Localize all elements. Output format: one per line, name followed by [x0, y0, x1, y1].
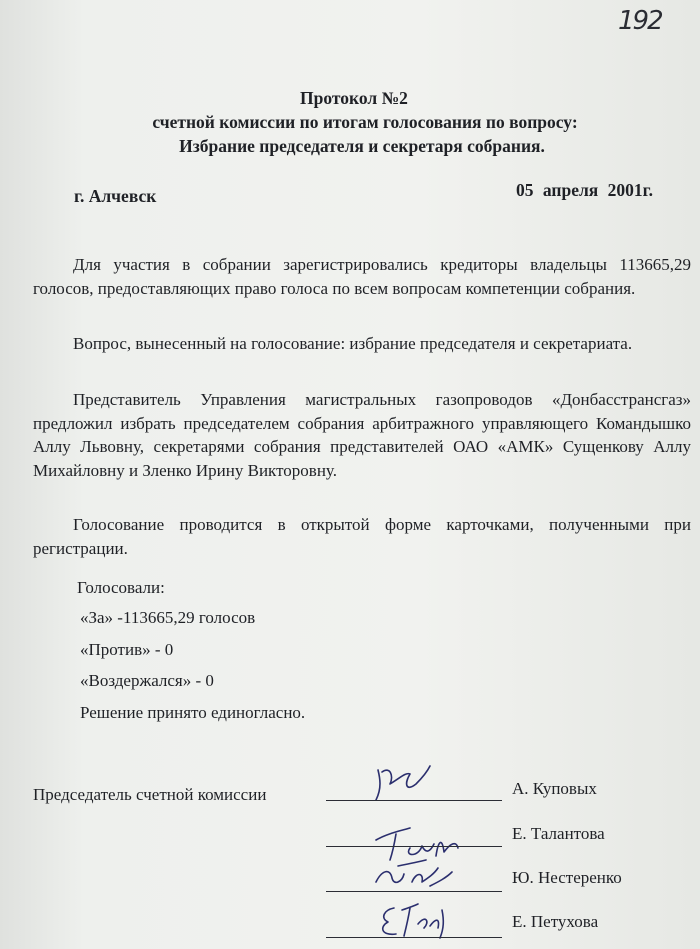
signer-name-2: Е. Талантова	[512, 824, 605, 843]
city: г. Алчевск	[74, 186, 157, 206]
page-number: 192	[618, 6, 662, 36]
signature-line-1	[326, 800, 502, 801]
vote-for: «За» -113665,29 голосов	[80, 608, 256, 627]
title-line-2: счетной комиссии по итогам голосования по вопросу:	[152, 112, 578, 132]
document-title	[0, 86, 700, 158]
title-line-3: Избрание председателя и секретаря собрания.	[179, 136, 545, 156]
signature-line-4	[326, 937, 502, 938]
signer-name-1: А. Куповых	[512, 779, 597, 798]
vote-against: «Против» - 0	[80, 640, 174, 659]
signer-name-4: Е. Петухова	[512, 912, 599, 931]
paragraph-question: Вопрос, вынесенный на голосование: избрание председателя и секретариата.	[73, 334, 633, 353]
signature-line-3	[326, 891, 502, 892]
date: 05 апреля 2001г.	[516, 180, 653, 200]
title-line-1: Протокол №2	[300, 88, 408, 108]
signature-4	[374, 896, 464, 942]
vote-abstained: «Воздержался» - 0	[80, 671, 214, 690]
voting-heading: Голосовали:	[77, 578, 165, 597]
signature-line-2	[326, 846, 502, 847]
decision: Решение принято единогласно.	[80, 703, 306, 722]
chair-label: Председатель счетной комиссии	[33, 785, 267, 804]
paragraph-registration: Для участия в собрании зарегистрировались кредиторы владельцы 113665,29 голосов, предоставляющих право голоса по всем вопросам компетенции собрания.	[33, 255, 691, 298]
paragraph-voting-form: Голосование проводится в открытой форме карточками, полученными при регистрации.	[33, 515, 691, 558]
signature-3	[368, 852, 458, 896]
signer-name-3: Ю. Нестеренко	[512, 868, 622, 887]
paragraph-proposal: Представитель Управления магистральных газопроводов «Донбасстрансгаз» предложил избрать председателем собрания арбитражного управляющего Командышко Аллу Львовну, секретарями собрания представителей ОАО «АМК» Сущенкову Аллу Михайловну и Зленко Ирину Викторовну.	[33, 390, 691, 480]
